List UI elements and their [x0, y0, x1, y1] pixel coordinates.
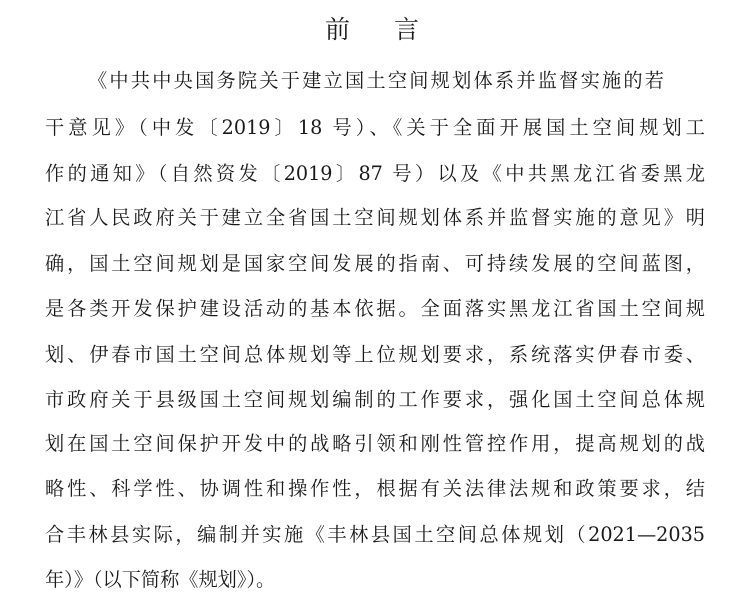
paragraph-line: 略性、科学性、协调性和操作性，根据有关法律法规和政策要求，结	[45, 477, 705, 500]
paragraph-line: 划、伊春市国土空间总体规划等上位规划要求，系统落实伊春市委、	[45, 343, 705, 366]
paragraph-line: 市政府关于县级国土空间规划编制的工作要求，强化国土空间总体规	[45, 388, 705, 411]
paragraph-line: 年）》（以下简称《规划》）。	[45, 568, 276, 591]
page-title: 前 言	[325, 15, 437, 44]
paragraph-line: 江省人民政府关于建立全省国土空间规划体系并监督实施的意见》明	[45, 206, 705, 229]
paragraph-line: 合丰林县实际，编制并实施《丰林县国土空间总体规划（2021—2035	[45, 523, 705, 546]
paragraph-line: 《中共中央国务院关于建立国土空间规划体系并监督实施的若	[88, 69, 664, 92]
paragraph-line: 作的通知》（自然资发〔2019〕87 号）以及《中共黑龙江省委黑龙	[45, 162, 705, 185]
paragraph-line: 确，国土空间规划是国家空间发展的指南、可持续发展的空间蓝图，	[45, 252, 705, 275]
paragraph-line: 干意见》（中发〔2019〕18 号）、《关于全面开展国土空间规划工	[45, 116, 705, 139]
paragraph-line: 划在国土空间保护开发中的战略引领和刚性管控作用，提高规划的战	[45, 432, 705, 455]
paragraph-line: 是各类开发保护建设活动的基本依据。全面落实黑龙江省国土空间规	[45, 297, 705, 320]
